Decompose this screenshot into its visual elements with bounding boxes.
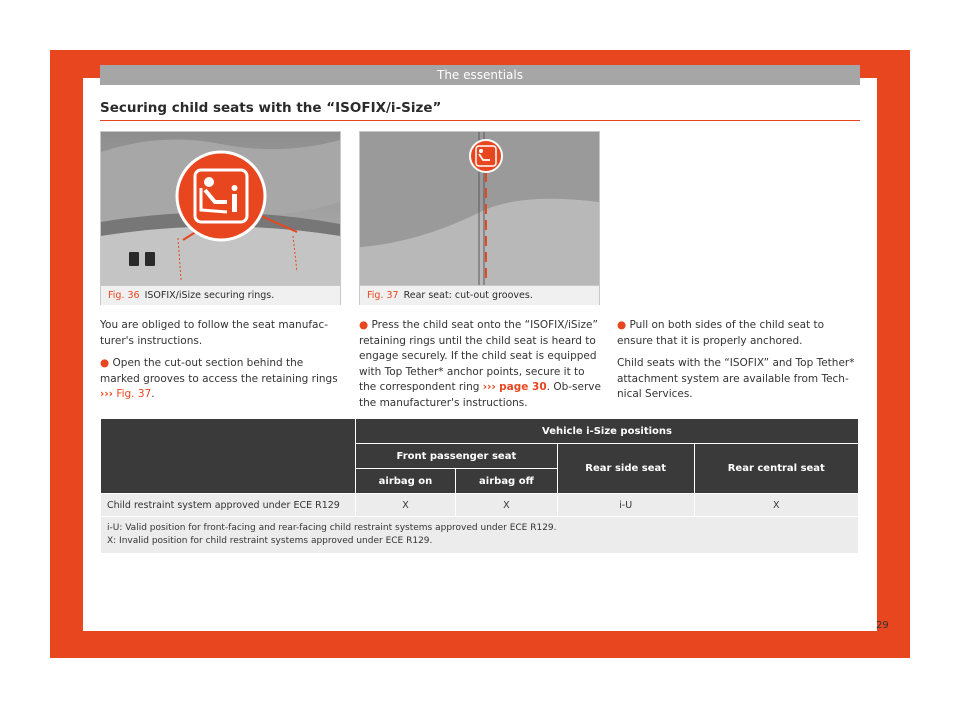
page-link[interactable]: page 30	[499, 381, 547, 393]
figure-37	[359, 131, 600, 305]
cell-rear-central: X	[695, 494, 858, 516]
table-header-main: Vehicle i-Size positions	[356, 419, 858, 443]
isize-positions-table	[100, 418, 859, 554]
table-row	[101, 494, 858, 516]
table-corner	[101, 419, 355, 493]
cell-airbag-off: X	[456, 494, 557, 516]
title-divider	[100, 120, 860, 121]
bullet-icon: ●	[359, 319, 369, 331]
paragraph: You are obliged to follow the seat manufac-turer's instructions.	[100, 319, 329, 347]
paragraph-text: Pull on both sides of the child seat to ensure that it is properly anchored.	[617, 319, 825, 347]
text-column-2	[359, 318, 603, 418]
col-header-rear-side: Rear side seat	[558, 444, 694, 493]
cross-ref-arrow: ›››	[100, 388, 113, 400]
col-header-front-passenger: Front passenger seat	[356, 444, 557, 468]
bullet-paragraph	[617, 318, 861, 349]
figure-caption-text: Rear seat: cut-out grooves.	[403, 290, 533, 301]
paragraph-end: . Ob-serve the manufacturer's instructions.	[359, 381, 601, 409]
figure-36-image	[101, 132, 340, 285]
row-label: Child restraint system approved under ECE R129	[101, 494, 355, 516]
seat-groove-illustration	[360, 132, 599, 285]
cross-ref-arrow: ›››	[482, 381, 496, 393]
rear-seat-illustration	[101, 132, 340, 285]
figure-caption	[360, 285, 599, 305]
paragraph-text: Open the cut-out section behind the marked grooves to access the retaining rings	[100, 357, 338, 385]
figure-37-image	[360, 132, 599, 285]
bullet-icon: ●	[617, 319, 627, 331]
chapter-header: The essentials	[100, 65, 860, 85]
text-column-3	[617, 318, 861, 410]
figure-number: Fig. 36	[108, 290, 140, 301]
figure-link[interactable]: Fig. 37	[116, 388, 152, 400]
cell-airbag-on: X	[356, 494, 455, 516]
bullet-icon: ●	[100, 357, 110, 369]
paragraph: Child seats with the “ISOFIX” and Top Tether* attachment system are available from Tech-nical Services.	[617, 357, 855, 400]
figure-36	[100, 131, 341, 305]
col-header-rear-central: Rear central seat	[695, 444, 858, 493]
paragraph-text: Press the child seat onto the “ISOFIX/iSize” retaining rings until the child seat is heard to engage securely. If the child seat is equipped with Top Tether* anchor points, secure it to the correspondent ring	[359, 319, 598, 393]
table-notes-row	[101, 517, 858, 553]
table-note: i-U: Valid position for front-facing and rear-facing child restraint systems approved under ECE R129.	[107, 523, 557, 533]
cell-rear-side: i-U	[558, 494, 694, 516]
table-note: X: Invalid position for child restraint systems approved under ECE R129.	[107, 535, 433, 546]
table-notes	[101, 517, 858, 553]
bullet-paragraph	[359, 318, 603, 411]
page-number: 29	[876, 620, 889, 631]
figure-number: Fig. 37	[367, 290, 399, 301]
paragraph-end: .	[151, 388, 155, 400]
col-header-airbag-off: airbag off	[456, 469, 557, 493]
section-title: Securing child seats with the “ISOFIX/i-Size”	[100, 100, 442, 116]
figure-caption-text: ISOFIX/iSize securing rings.	[144, 290, 275, 301]
bullet-paragraph	[100, 356, 344, 403]
col-header-airbag-on: airbag on	[356, 469, 455, 493]
text-column-1	[100, 318, 344, 410]
figure-caption	[101, 285, 340, 305]
